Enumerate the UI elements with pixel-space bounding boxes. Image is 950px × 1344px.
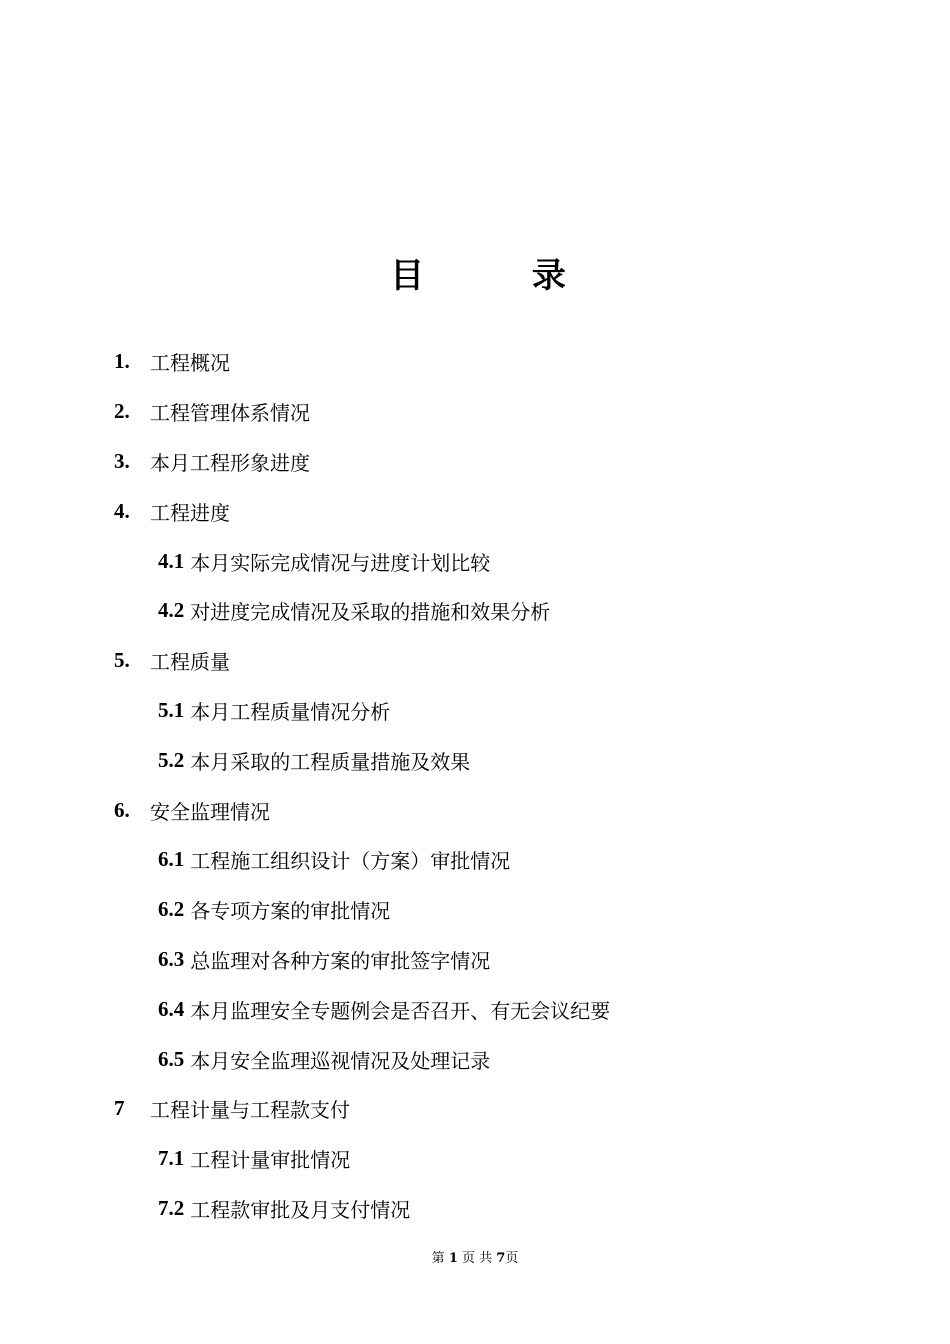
toc-label: 对进度完成情况及采取的措施和效果分析 [190,600,551,625]
page-title: 目 录 [390,256,614,296]
toc-number: 6.2 [158,897,185,922]
toc-number: 6.5 [158,1046,185,1071]
footer-suffix: 页 [505,1251,519,1266]
table-of-contents [0,337,950,1233]
toc-label: 工程计量与工程款支付 [150,1098,350,1123]
toc-label: 工程款审批及月支付情况 [190,1197,411,1222]
toc-entry-5-2[interactable] [0,735,950,785]
toc-entry-7-1[interactable] [0,1134,950,1184]
toc-label: 各专项方案的审批情况 [190,899,391,924]
footer-mid: 页 共 [462,1251,493,1266]
toc-entry-1[interactable] [0,337,950,387]
toc-entry-3[interactable] [0,437,950,487]
toc-number: 6.4 [158,996,185,1021]
toc-label: 本月工程质量情况分析 [190,699,391,724]
toc-entry-7-2[interactable] [0,1184,950,1234]
toc-entry-6-2[interactable] [0,885,950,935]
toc-number: 5.2 [158,747,185,772]
toc-number: 1. [114,349,130,374]
page-footer [0,1247,950,1266]
toc-entry-5[interactable] [0,636,950,686]
toc-number: 5. [114,648,130,673]
toc-number: 6.3 [158,946,185,971]
toc-label: 本月实际完成情况与进度计划比较 [190,550,491,575]
toc-entry-4-2[interactable] [0,586,950,636]
toc-entry-2[interactable] [0,387,950,437]
toc-entry-6-4[interactable] [0,984,950,1034]
toc-number: 7.1 [158,1146,185,1171]
toc-entry-6-1[interactable] [0,835,950,885]
toc-number: 6. [114,797,130,822]
toc-entry-7[interactable] [0,1084,950,1134]
toc-entry-4-1[interactable] [0,536,950,586]
toc-entry-5-1[interactable] [0,686,950,736]
toc-entry-6[interactable] [0,785,950,835]
toc-label: 工程管理体系情况 [150,401,310,426]
toc-number: 7 [114,1096,125,1121]
toc-label: 工程计量审批情况 [190,1148,351,1173]
toc-number: 6.1 [158,847,185,872]
toc-number: 4. [114,498,130,523]
footer-total-pages: 7 [496,1251,506,1266]
footer-prefix: 第 [431,1251,445,1266]
toc-number: 4.1 [158,548,185,573]
toc-label: 总监理对各种方案的审批签字情况 [190,948,491,973]
toc-number: 3. [114,448,130,473]
toc-label: 本月工程形象进度 [150,450,310,475]
toc-number: 7.2 [158,1195,185,1220]
toc-entry-6-3[interactable] [0,935,950,985]
toc-label: 安全监理情况 [150,799,270,824]
toc-label: 本月监理安全专题例会是否召开、有无会议纪要 [190,998,611,1023]
toc-number: 5.1 [158,697,185,722]
footer-page-number: 1 [448,1251,458,1266]
toc-label: 工程进度 [150,500,230,525]
toc-number: 2. [114,399,130,424]
toc-label: 工程概况 [150,351,230,376]
toc-label: 工程质量 [150,650,230,675]
toc-label: 本月安全监理巡视情况及处理记录 [190,1048,491,1073]
toc-label: 工程施工组织设计（方案）审批情况 [190,849,511,874]
toc-label: 本月采取的工程质量措施及效果 [190,749,471,774]
toc-entry-6-5[interactable] [0,1034,950,1084]
toc-entry-4[interactable] [0,486,950,536]
toc-number: 4.2 [158,598,185,623]
